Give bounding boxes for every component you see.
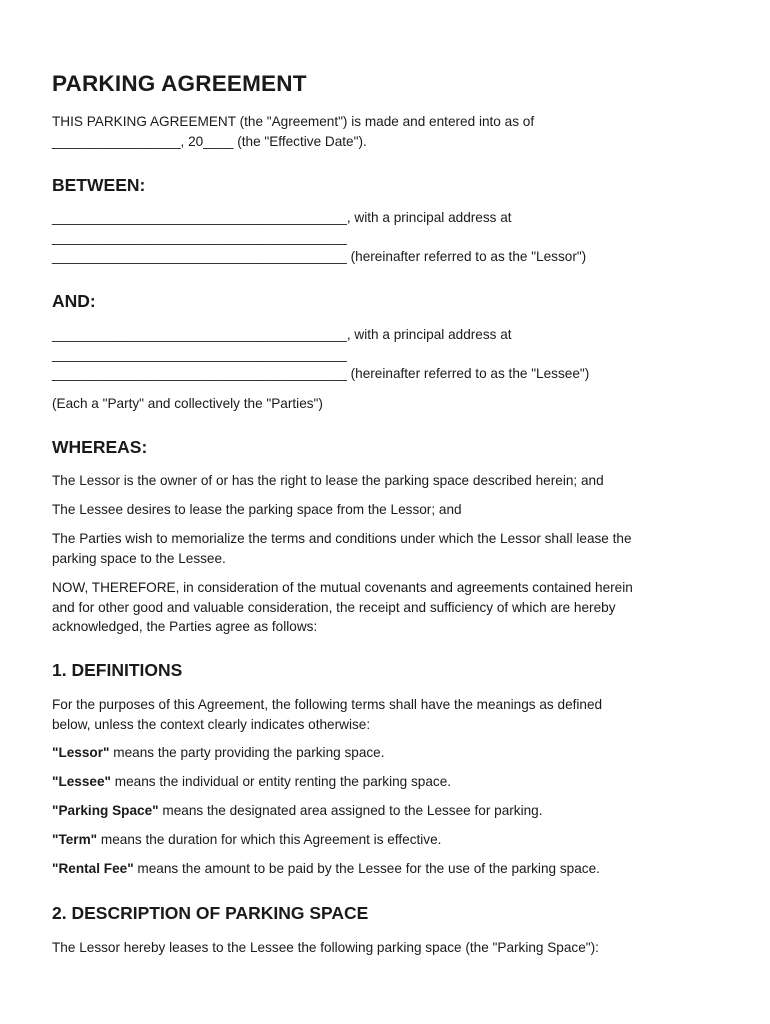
definition-term: "Term" bbox=[52, 832, 98, 847]
now-therefore-paragraph bbox=[52, 578, 633, 637]
definition-term: "Rental Fee" bbox=[52, 861, 134, 876]
whereas-p3-line-2: parking space to the Lessee. bbox=[52, 550, 226, 566]
definition-term: "Lessee" bbox=[52, 774, 111, 789]
definition-term: "Lessor" bbox=[52, 745, 110, 760]
definition-item-lessor bbox=[52, 743, 385, 763]
definition-text: means the party providing the parking space. bbox=[109, 745, 385, 760]
intro-line-1: THIS PARKING AGREEMENT (the "Agreement") is made and entered into as of bbox=[52, 114, 535, 129]
definition-text: means the duration for which this Agreement is effective. bbox=[97, 832, 442, 847]
definition-text: means the designated area assigned to the Lessee for parking. bbox=[158, 803, 543, 818]
definition-item-rental-fee bbox=[52, 859, 600, 879]
definition-text: means the individual or entity renting the parking space. bbox=[111, 774, 452, 789]
definition-text: means the amount to be paid by the Lessee for the use of the parking space. bbox=[133, 861, 600, 876]
lessor-line-1: _______________________________________, with a principal address at bbox=[52, 210, 512, 225]
whereas-paragraph-1: The Lessor is the owner of or has the right to lease the parking space described herein; and bbox=[52, 473, 604, 488]
definitions-intro bbox=[52, 695, 602, 734]
lessor-line-3: _______________________________________ (hereinafter referred to as the "Lessor") bbox=[52, 249, 587, 264]
lessee-line-1: _______________________________________, with a principal address at bbox=[52, 327, 512, 342]
intro-paragraph bbox=[52, 112, 534, 151]
between-heading: BETWEEN: bbox=[52, 175, 146, 195]
lessor-block bbox=[52, 208, 586, 267]
parties-note: (Each a "Party" and collectively the "Parties") bbox=[52, 396, 323, 411]
definition-item-parking-space bbox=[52, 801, 543, 821]
now-therefore-line-3: acknowledged, the Parties agree as follows: bbox=[52, 619, 318, 634]
document-title: PARKING AGREEMENT bbox=[52, 71, 307, 96]
whereas-p3-line-1: The Parties wish to memorialize the terms and conditions under which the Lessor shall lease the bbox=[52, 531, 632, 546]
definitions-intro-line-2: below, unless the context clearly indicates otherwise: bbox=[52, 716, 371, 732]
lessee-block bbox=[52, 325, 589, 384]
description-paragraph: The Lessor hereby leases to the Lessee the following parking space (the "Parking Space"): bbox=[52, 940, 599, 955]
intro-line-2: _________________, 20____ (the "Effective Date"). bbox=[52, 133, 367, 149]
definitions-intro-line-1: For the purposes of this Agreement, the following terms shall have the meanings as defined bbox=[52, 697, 603, 712]
lessee-line-2: _______________________________________ bbox=[52, 346, 347, 362]
definitions-heading: 1. DEFINITIONS bbox=[52, 660, 183, 680]
definition-item-lessee bbox=[52, 772, 451, 792]
whereas-heading: WHEREAS: bbox=[52, 437, 148, 457]
lessee-line-3: _______________________________________ (hereinafter referred to as the "Lessee") bbox=[52, 366, 590, 381]
whereas-paragraph-2: The Lessee desires to lease the parking space from the Lessor; and bbox=[52, 502, 462, 517]
description-heading: 2. DESCRIPTION OF PARKING SPACE bbox=[52, 903, 369, 923]
lessor-line-2: _______________________________________ bbox=[52, 229, 347, 245]
definition-item-term bbox=[52, 830, 441, 850]
and-heading: AND: bbox=[52, 291, 96, 311]
now-therefore-line-2: and for other good and valuable consideration, the receipt and sufficiency of which are hereby bbox=[52, 599, 616, 615]
now-therefore-line-1: NOW, THEREFORE, in consideration of the mutual covenants and agreements contained herein bbox=[52, 580, 633, 595]
whereas-paragraph-3 bbox=[52, 529, 632, 568]
definition-term: "Parking Space" bbox=[52, 803, 159, 818]
